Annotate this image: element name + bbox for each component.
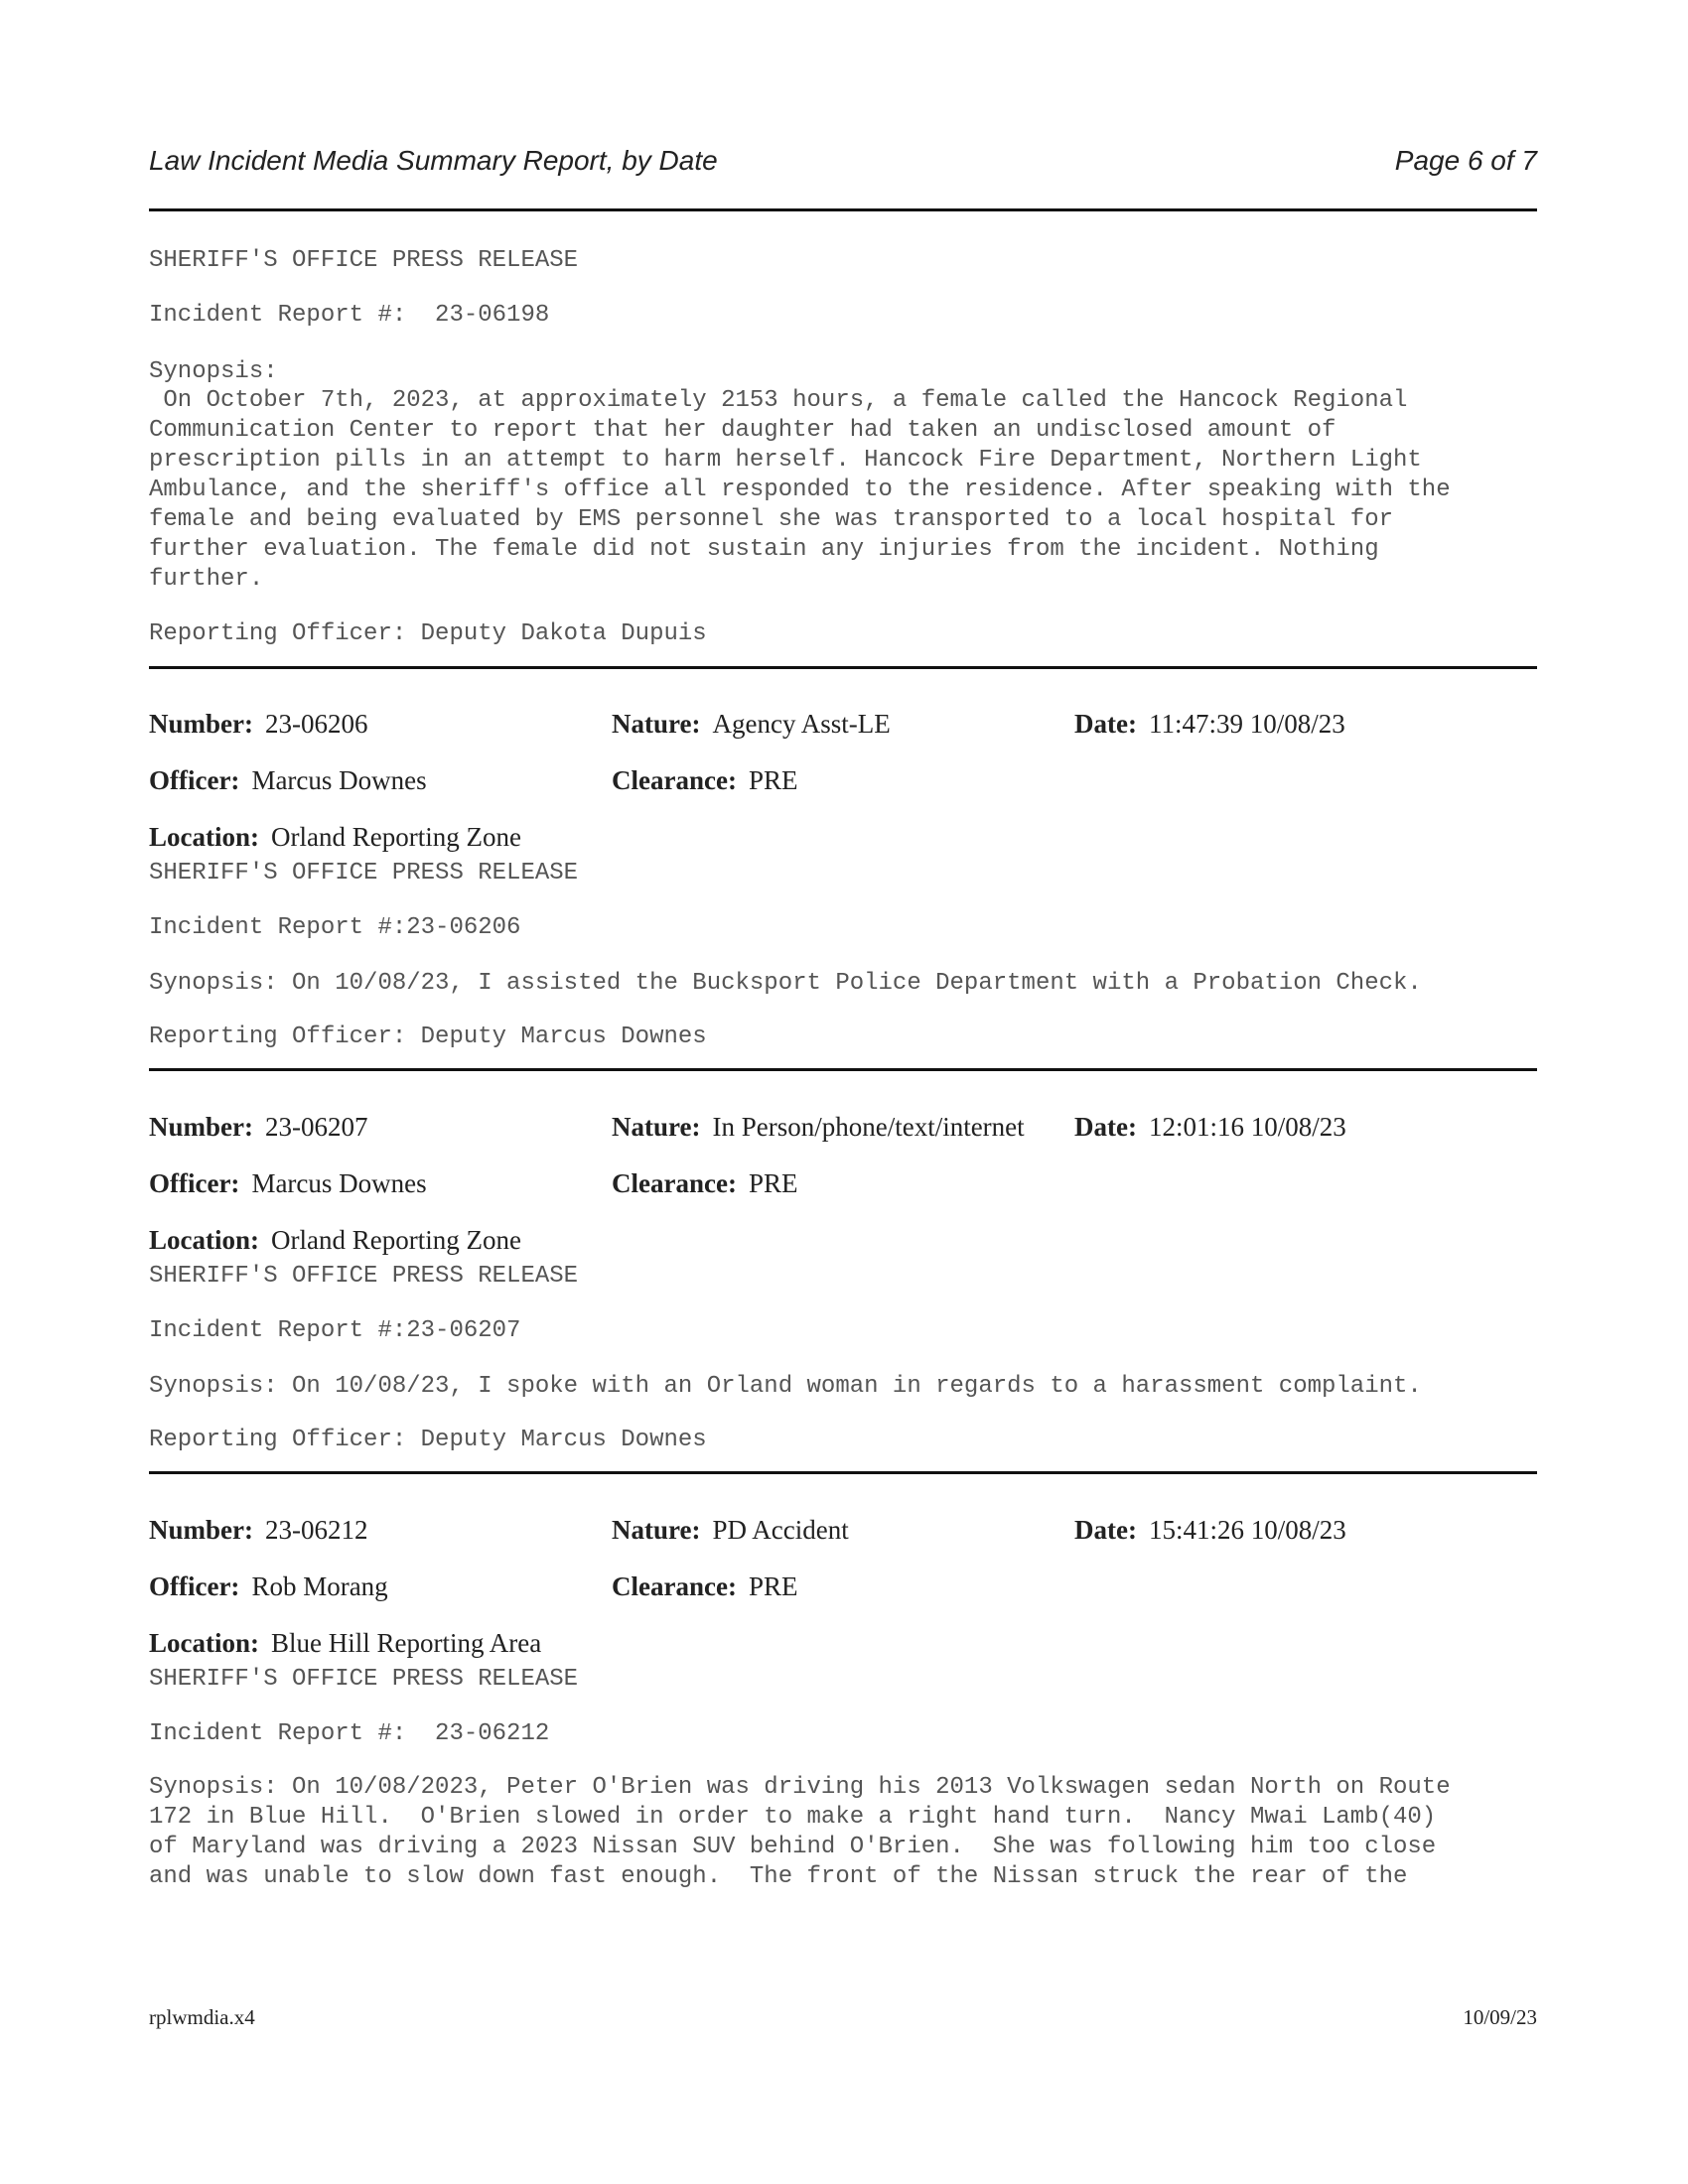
footer-report-code: rplwmdia.x4 xyxy=(149,2005,255,2029)
location-label: Location: xyxy=(149,822,259,852)
incident-report-number: Incident Report #:23-06206 xyxy=(149,914,521,941)
date-label: Date: xyxy=(1074,1112,1137,1142)
nature-label: Nature: xyxy=(612,709,701,739)
date-field xyxy=(1074,1112,1346,1143)
nature-label: Nature: xyxy=(612,1515,701,1545)
nature-label: Nature: xyxy=(612,1112,701,1142)
press-release-heading: SHERIFF'S OFFICE PRESS RELEASE xyxy=(149,860,579,887)
incident-number-field xyxy=(149,1515,367,1546)
clearance-value: PRE xyxy=(748,1571,798,1601)
reporting-officer: Reporting Officer: Deputy Marcus Downes xyxy=(149,1024,707,1050)
press-release-heading: SHERIFF'S OFFICE PRESS RELEASE xyxy=(149,1666,579,1693)
date-label: Date: xyxy=(1074,1515,1137,1545)
incident-number: 23-06212 xyxy=(264,1515,368,1545)
synopsis-text: On October 7th, 2023, at approximately 2153 hours, a female called the Hancock Regional Communication Center to report that her daughter had taken an undisclosed amount of prescription pills in an attempt to harm herself. Hancock Fire Department, Northern Light Ambulance, and the sheriff's office all responded to the residence. After speaking with the female and being evaluated by EMS personnel she was transported to a local hospital for further evaluation. The female did not sustain any injuries from the incident. Nothing further. xyxy=(149,387,1451,593)
synopsis-text: Synopsis: On 10/08/23, I assisted the Bucksport Police Department with a Probation Check. xyxy=(149,970,1422,997)
officer-value: Marcus Downes xyxy=(251,1168,427,1198)
incident-report-number: Incident Report #: 23-06198 xyxy=(149,302,550,329)
number-label: Number: xyxy=(149,1112,253,1142)
officer-field xyxy=(149,1571,388,1602)
nature-value: In Person/phone/text/internet xyxy=(712,1112,1025,1142)
report-page xyxy=(149,0,1537,2184)
officer-field xyxy=(149,765,427,796)
incident-number-field xyxy=(149,709,367,740)
clearance-field xyxy=(612,1168,797,1199)
synopsis-label: Synopsis: xyxy=(149,358,278,385)
press-release-heading: SHERIFF'S OFFICE PRESS RELEASE xyxy=(149,247,579,274)
footer-print-date: 10/09/23 xyxy=(1463,2005,1537,2029)
incident-number: 23-06207 xyxy=(264,1112,368,1142)
nature-value: Agency Asst-LE xyxy=(712,709,891,739)
location-label: Location: xyxy=(149,1225,259,1255)
location-label: Location: xyxy=(149,1628,259,1658)
clearance-value: PRE xyxy=(748,765,798,795)
officer-value: Rob Morang xyxy=(251,1571,388,1601)
clearance-value: PRE xyxy=(748,1168,798,1198)
nature-field xyxy=(612,1112,1025,1143)
date-label: Date: xyxy=(1074,709,1137,739)
incident-report-number: Incident Report #: 23-06212 xyxy=(149,1720,550,1747)
date-value: 12:01:16 10/08/23 xyxy=(1148,1112,1346,1142)
synopsis-text: Synopsis: On 10/08/23, I spoke with an Orland woman in regards to a harassment complaint. xyxy=(149,1373,1422,1400)
officer-value: Marcus Downes xyxy=(251,765,427,795)
nature-field xyxy=(612,709,891,740)
clearance-label: Clearance: xyxy=(612,1168,737,1198)
number-label: Number: xyxy=(149,1515,253,1545)
clearance-label: Clearance: xyxy=(612,765,737,795)
clearance-field xyxy=(612,765,797,796)
officer-label: Officer: xyxy=(149,1571,240,1601)
nature-value: PD Accident xyxy=(712,1515,849,1545)
entry-divider xyxy=(149,1471,1537,1474)
location-field xyxy=(149,822,521,853)
clearance-label: Clearance: xyxy=(612,1571,737,1601)
reporting-officer: Reporting Officer: Deputy Dakota Dupuis xyxy=(149,620,707,647)
date-value: 15:41:26 10/08/23 xyxy=(1148,1515,1346,1545)
date-field xyxy=(1074,709,1345,740)
incident-report-number: Incident Report #:23-06207 xyxy=(149,1317,521,1344)
page-number: Page 6 of 7 xyxy=(1394,145,1537,176)
nature-field xyxy=(612,1515,849,1546)
entry-divider xyxy=(149,666,1537,669)
incident-number-field xyxy=(149,1112,367,1143)
report-title: Law Incident Media Summary Report, by Date xyxy=(149,145,718,176)
clearance-field xyxy=(612,1571,797,1602)
location-value: Orland Reporting Zone xyxy=(271,822,521,852)
reporting-officer: Reporting Officer: Deputy Marcus Downes xyxy=(149,1427,707,1453)
officer-label: Officer: xyxy=(149,1168,240,1198)
officer-field xyxy=(149,1168,427,1199)
press-release-heading: SHERIFF'S OFFICE PRESS RELEASE xyxy=(149,1263,579,1290)
officer-label: Officer: xyxy=(149,765,240,795)
number-label: Number: xyxy=(149,709,253,739)
incident-number: 23-06206 xyxy=(264,709,368,739)
header-divider xyxy=(149,208,1537,211)
location-value: Orland Reporting Zone xyxy=(271,1225,521,1255)
date-field xyxy=(1074,1515,1346,1546)
date-value: 11:47:39 10/08/23 xyxy=(1148,709,1345,739)
location-value: Blue Hill Reporting Area xyxy=(271,1628,542,1658)
synopsis-text: Synopsis: On 10/08/2023, Peter O'Brien was driving his 2013 Volkswagen sedan North on Route 172 in Blue Hill. O'Brien slowed in order to make a right hand turn. Nancy Mwai Lamb(40) of Maryland was driving a 2023 Nissan SUV behind O'Brien. She was following him too close and was unable to slow down fast enough. The front of the Nissan struck the rear of the xyxy=(149,1774,1451,1890)
entry-divider xyxy=(149,1068,1537,1071)
location-field xyxy=(149,1628,541,1659)
location-field xyxy=(149,1225,521,1256)
